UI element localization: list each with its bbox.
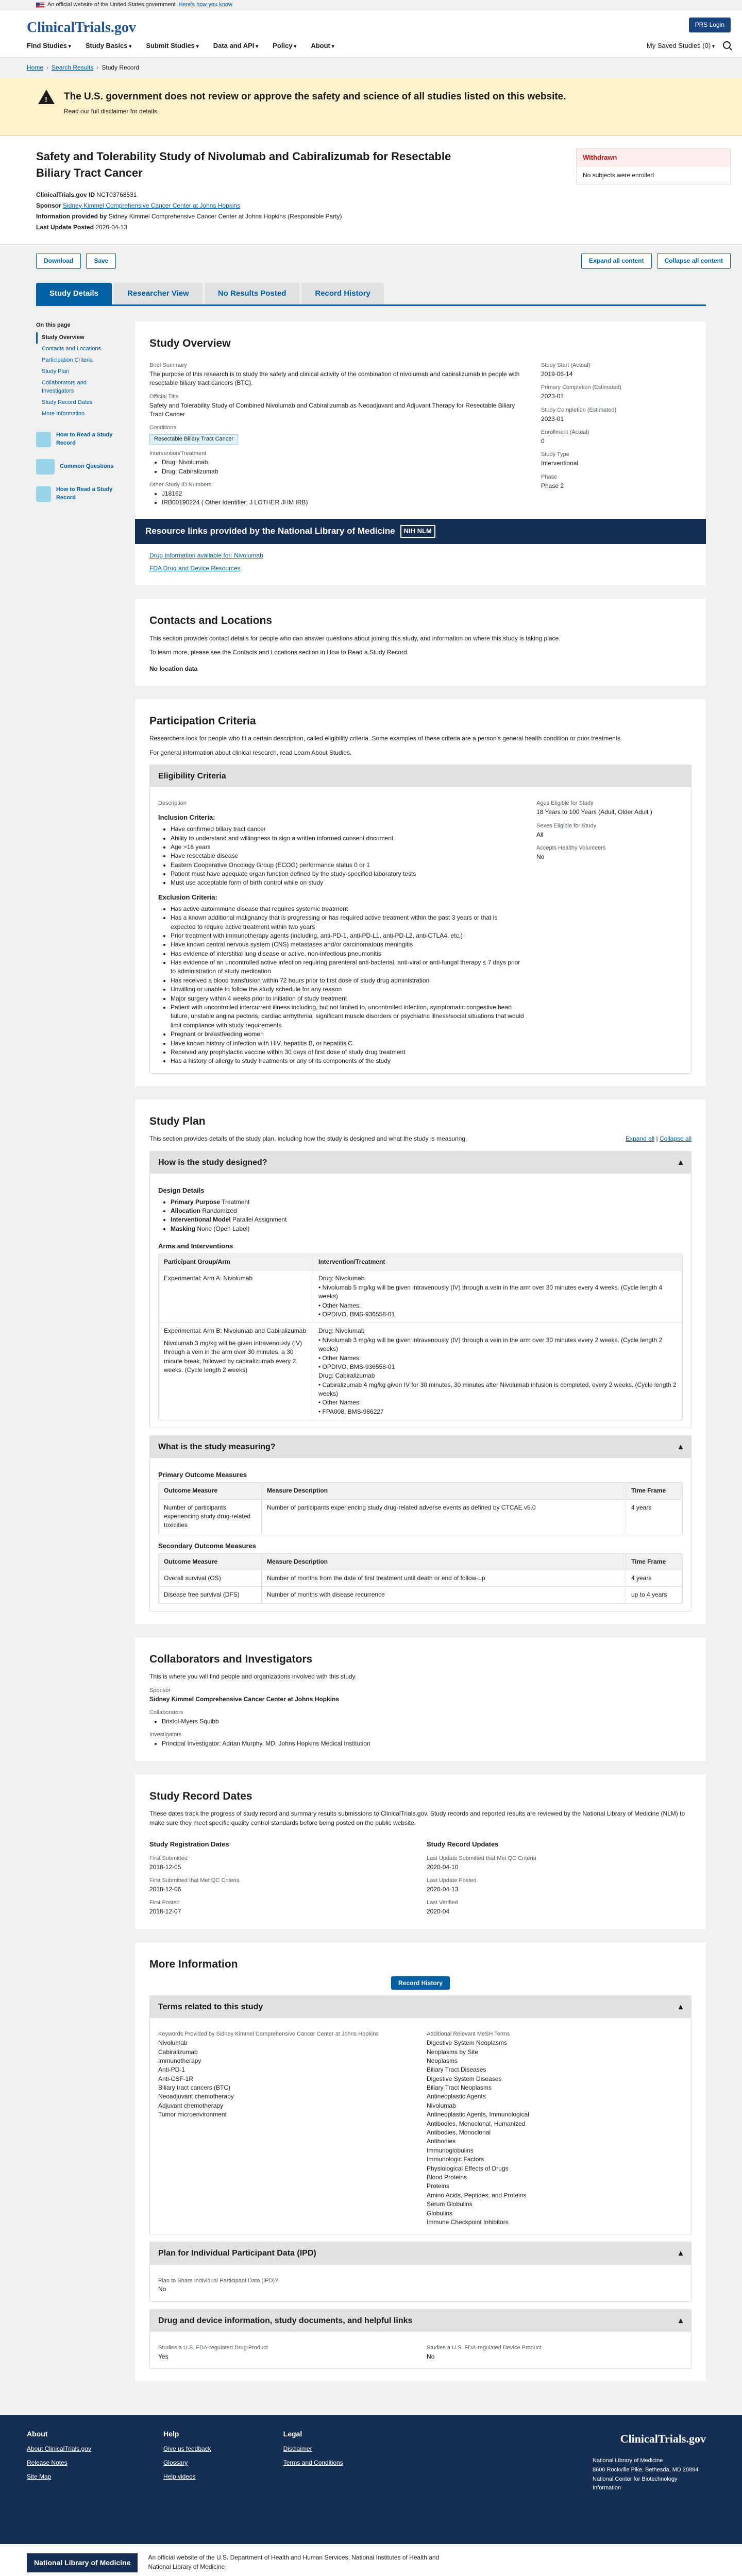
tab-no-results[interactable]: No Results Posted	[205, 283, 300, 304]
terms-title: Terms related to this study	[158, 2003, 263, 2012]
download-button[interactable]: Download	[36, 253, 81, 269]
study-type-value: Interventional	[541, 460, 579, 467]
record-tabs	[36, 283, 706, 306]
keywords-label: Keywords Provided by Sidney Kimmel Comprehensive Cancer Center at Johns Hopkins	[158, 2031, 379, 2038]
table-header: Outcome Measure	[159, 1553, 262, 1570]
date-label: First Submitted	[149, 1855, 188, 1861]
mesh-term: Globulins	[427, 2209, 453, 2217]
exclusion-item: • Has evidence of an uncontrolled active infection requiring parenteral anti-bacterial, anti-viral or anti-fungal therapy ≤ 7 days prior to administration of study medication	[171, 958, 524, 976]
section-heading: Participation Criteria	[149, 715, 256, 727]
us-flag-icon	[36, 3, 44, 8]
inclusion-item: • Ability to understand and willingness to sign a written informed consent document	[171, 834, 524, 843]
nav-about[interactable]: About ▾	[311, 41, 334, 51]
breadcrumb-separator: ›	[96, 64, 99, 72]
design-title: Design Details	[158, 1186, 205, 1194]
arms-table	[158, 1253, 683, 1420]
help-link-label: Common Questions	[60, 463, 114, 469]
exclusion-item: • Has active autoimmune disease that requires systemic treatment	[171, 905, 524, 913]
footer-col-title: About	[27, 2430, 48, 2438]
drug-product-value: Yes	[158, 2352, 168, 2360]
mesh-term: Neoplasms	[427, 2057, 458, 2064]
condition-tag[interactable]: Resectable Biliary Tract Cancer	[149, 434, 238, 445]
study-completion-label: Study Completion (Estimated)	[541, 406, 617, 413]
outcome-measure: Number of participants experiencing study drug-related toxicities	[159, 1499, 262, 1534]
gov-banner-text: An official website of the United States government	[47, 2, 176, 8]
nlm-banner-text: Resource links provided by the National Library of Medicine	[145, 526, 395, 536]
footer-link[interactable]: Glossary	[163, 2459, 188, 2467]
outcome-timeframe: 4 years	[626, 1570, 683, 1587]
sidebar-item-collaborators[interactable]: Collaborators and Investigators	[42, 380, 87, 395]
study-completion-value: 2023-01	[541, 415, 564, 422]
outcome-description: Number of months from the date of first treatment until death or end of follow-up	[262, 1570, 626, 1587]
keywords-list	[158, 2039, 414, 2120]
help-link-label: How to Read a Study Record	[56, 431, 113, 446]
breadcrumb	[0, 58, 742, 78]
collab-sponsor: Sidney Kimmel Comprehensive Cancer Center at Johns Hopkins	[149, 1695, 340, 1703]
warning-title: The U.S. government does not review or approve the safety and science of all studies listed on this website.	[64, 91, 566, 102]
save-button[interactable]: Save	[86, 253, 116, 269]
record-dates-section	[135, 1774, 706, 1929]
section-heading: Collaborators and Investigators	[149, 1653, 313, 1665]
site-footer	[0, 2415, 742, 2544]
keyword-item: Neoadjuvant chemotherapy	[158, 2093, 234, 2100]
exclusion-item: • Prior treatment with immunotherapy agents (including, anti-PD-1, anti-PD-L1, anti-PD-L2, anti-CTLA4, etc.)	[171, 931, 524, 940]
date-value: 2020-04-10	[427, 1863, 459, 1871]
ipd-label: Plan to Share Individual Participant Data (IPD)?	[158, 2277, 278, 2284]
design-item	[171, 1215, 683, 1224]
intervention-item: • Drug: Cabiralizumab	[162, 467, 520, 476]
investigators-label: Investigators	[149, 1732, 182, 1738]
site-header	[0, 10, 742, 58]
study-type-label: Study Type	[541, 451, 569, 458]
mesh-term: Biliary Tract Neoplasms	[427, 2084, 492, 2092]
registration-dates-title: Study Registration Dates	[149, 1840, 229, 1848]
secondary-outcomes-title: Secondary Outcome Measures	[158, 1541, 257, 1550]
date-value: 2020-04-13	[427, 1886, 459, 1893]
study-header	[0, 136, 742, 245]
primary-completion-label: Primary Completion (Estimated)	[541, 384, 621, 391]
other-id-item: • IRB00190224 ( Other Identifier: J LOTHER JHM IRB)	[162, 498, 520, 507]
table-row	[159, 1270, 683, 1323]
chevron-up-icon: ▴	[678, 1158, 683, 1167]
table-row	[159, 1323, 683, 1420]
mesh-term: Antibodies, Monoclonal	[427, 2129, 491, 2137]
section-heading: Study Plan	[149, 1115, 206, 1127]
drug-device-title: Drug and device information, study documents, and helpful links	[158, 2316, 413, 2325]
enrollment-label: Enrollment (Actual)	[541, 429, 589, 435]
mesh-term: Blood Proteins	[427, 2174, 467, 2181]
description-label: Description	[158, 800, 187, 807]
drug-info-link[interactable]: Drug Information available for: Nivolumab	[149, 551, 263, 559]
status-text: No subjects were enrolled	[583, 171, 654, 179]
ages-label: Ages Eligible for Study	[536, 800, 594, 807]
sexes-value: All	[536, 831, 544, 838]
arm-desc: Nivolumab 3 mg/kg will be given intravenously (IV) through a vein in the arm over 30 minutes, a 30 minute break, followed by cabiralizumab every 2 weeks. (Cycle length 2 weeks)	[164, 1339, 302, 1374]
keyword-item: Anti-PD-1	[158, 2066, 185, 2074]
tab-record-history[interactable]: Record History	[301, 283, 384, 304]
sponsor-link[interactable]: Sidney Kimmel Comprehensive Cancer Center at Johns Hopkins	[63, 201, 241, 209]
investigator-item: • Principal Investigator: Adrian Murphy, MD, Johns Hopkins Medical Institution	[162, 1739, 692, 1748]
collapse-all-link[interactable]: Collapse all	[659, 1135, 692, 1143]
healthy-value: No	[536, 853, 545, 860]
secondary-outcomes-table	[158, 1553, 683, 1604]
section-heading: Study Record Dates	[149, 1790, 252, 1802]
mesh-term: Immune Checkpoint Inhibitors	[427, 2218, 509, 2226]
exclusion-item: • Pregnant or breastfeeding women	[171, 1030, 524, 1039]
nav-submit-studies[interactable]: Submit Studies ▾	[146, 41, 198, 51]
status-badge: Withdrawn	[577, 149, 730, 167]
plan-intro: This section provides details of the study plan, including how the study is designed and what the study is measuring.	[149, 1135, 467, 1143]
last-update-value: 2020-04-13	[95, 223, 127, 231]
inclusion-list	[158, 825, 524, 888]
chevron-up-icon: ▴	[678, 1443, 683, 1452]
exclusion-item: • Received any prophylactic vaccine within 30 days of first dose of study drug treatment	[171, 1048, 524, 1057]
nct-id: NCT03768531	[96, 191, 137, 198]
exclusion-item: • Patient with uncontrolled intercurrent illness including, but not limited to, uncontrolled infection, symptomatic congestive heart failure, unstable angina pectoris, cardiac arrhythmia, significant muscle disorders or psychiatric illness/social situations that would limit compliance with study requirements	[171, 1003, 524, 1030]
warning-banner	[0, 78, 742, 136]
conditions-label: Conditions	[149, 425, 176, 431]
design-value: Treatment	[222, 1198, 250, 1206]
exclusion-item: • Has a known additional malignancy that is progressing or has required active treatment within the past 3 years or that is expected to require active treatment within two years	[171, 913, 524, 931]
date-value: 2018-12-07	[149, 1908, 181, 1916]
device-product-value: No	[427, 2352, 435, 2360]
footer-col-title: Legal	[283, 2430, 302, 2438]
question-icon	[36, 459, 55, 474]
contacts-section	[135, 599, 706, 686]
footer-link[interactable]: Give us feedback	[163, 2445, 211, 2452]
design-accordion[interactable]	[149, 1151, 692, 1429]
no-location: No location data	[149, 665, 198, 672]
action-bar	[36, 245, 723, 278]
keyword-item: Nivolumab	[158, 2039, 188, 2047]
record-history-button[interactable]: Record History	[391, 1976, 450, 1990]
sidebar-item-plan[interactable]: Study Plan	[42, 368, 70, 375]
sidebar-item-contacts[interactable]: Contacts and Locations	[42, 346, 101, 352]
outcome-description: Number of participants experiencing study drug-related adverse events as defined by CTCAE v5.0	[262, 1499, 626, 1534]
document-icon	[36, 486, 51, 502]
tab-study-details[interactable]: Study Details	[36, 283, 112, 304]
expand-all-button[interactable]: Expand all content	[581, 253, 652, 269]
exclusion-list	[158, 905, 524, 1066]
mesh-term: Amino Acids, Peptides, and Proteins	[427, 2191, 527, 2199]
nct-label: ClinicalTrials.gov ID	[36, 191, 95, 198]
keyword-item: Biliary tract cancers (BTC)	[158, 2084, 231, 2092]
design-value: Parallel Assignment	[232, 1216, 287, 1224]
more-info-section	[135, 1942, 706, 2382]
brief-summary: The purpose of this research is to study the safety and clinical activity of the combination of nivolumab and cabiralizumab in people with resectable biliary tract cancers (BTC).	[149, 370, 520, 387]
phase-value: Phase 2	[541, 482, 564, 489]
dates-intro: These dates track the progress of study record and summary results submissions to ClinicalTrials.gov. Study records and reported results are reviewed by the National Library of Medicine (NLM) to make sure they meet specific quality control standards before being posted on the public website.	[149, 1810, 685, 1826]
design-item	[171, 1225, 683, 1233]
sidebar-item-more[interactable]: More Information	[42, 411, 85, 417]
ipd-title: Plan for Individual Participant Data (IPD)	[158, 2249, 316, 2258]
table-header: Time Frame	[626, 1483, 683, 1499]
inclusion-item: • Must use acceptable form of birth control while on study	[171, 878, 524, 887]
date-label: Last Verified	[427, 1900, 458, 1906]
contacts-intro: This section provides contact details for people who can answer questions about joining this study, and information on where this study is taking place.	[149, 634, 561, 642]
search-icon[interactable]	[723, 41, 731, 49]
nlm-footer-desc: An official website of the U.S. Department of Health and Human Services, National Institutes of Health and National Library of Medicine	[148, 2554, 440, 2570]
keyword-item: Immunotherapy	[158, 2057, 201, 2064]
footer-logo[interactable]: ClinicalTrials.gov	[620, 2432, 706, 2446]
design-value: None (Open Label)	[197, 1225, 250, 1232]
collapse-all-button[interactable]: Collapse all content	[657, 253, 731, 269]
mesh-term: Proteins	[427, 2182, 450, 2190]
mesh-term: Antibodies, Monoclonal, Humanized	[427, 2120, 526, 2127]
outcome-measure: Overall survival (OS)	[159, 1570, 262, 1587]
sidebar-item-overview[interactable]: Study Overview	[36, 332, 119, 344]
gov-banner-link[interactable]: Here's how you know	[178, 2, 232, 8]
help-link[interactable]	[36, 486, 119, 502]
design-value: Randomized	[202, 1207, 237, 1214]
section-heading: Study Overview	[149, 337, 231, 349]
nav-find-studies[interactable]: Find Studies ▾	[27, 41, 71, 51]
study-start-value: 2019-06-14	[541, 370, 573, 378]
section-heading: Contacts and Locations	[149, 615, 273, 627]
sponsor-label: Sponsor	[36, 201, 61, 209]
chevron-up-icon: ▴	[678, 2249, 683, 2258]
terms-accordion[interactable]	[149, 1995, 692, 2234]
arm-name: Experimental: Arm A: Nivolumab	[164, 1275, 253, 1282]
design-label: Interventional Model	[171, 1216, 231, 1224]
mesh-term: Immunologic Factors	[427, 2156, 484, 2163]
outcome-timeframe: up to 4 years	[626, 1587, 683, 1603]
table-header: Measure Description	[262, 1483, 626, 1499]
sidebar-item-dates[interactable]: Study Record Dates	[42, 399, 93, 406]
outcome-timeframe: 4 years	[626, 1499, 683, 1534]
inclusion-item: • Eastern Cooperative Oncology Group (ECOG) performance status 0 or 1	[171, 861, 524, 870]
keyword-item: Tumor microenvironment	[158, 2111, 227, 2119]
eligibility-title	[150, 765, 691, 787]
footer-col-title: Help	[163, 2430, 179, 2438]
collaborators-section	[135, 1637, 706, 1761]
date-value: 2020-04	[427, 1908, 450, 1916]
official-title-label: Official Title	[149, 393, 179, 400]
exclusion-item: • Have known central nervous system (CNS) metastases and/or carcinomatous meningitis	[171, 940, 524, 949]
date-label: Last Update Posted	[427, 1877, 477, 1884]
mesh-term: Digestive System Neoplasms	[427, 2039, 508, 2047]
breadcrumb-home[interactable]: Home	[27, 64, 44, 72]
table-header: Intervention/Treatment	[313, 1254, 683, 1270]
help-link-label: How to Read a Study Record	[56, 486, 113, 501]
table-row	[159, 1570, 683, 1587]
study-start-label: Study Start (Actual)	[541, 362, 591, 368]
design-label: Primary Purpose	[171, 1198, 221, 1206]
mesh-term: Antibodies	[427, 2138, 456, 2145]
site-logo[interactable]: ClinicalTrials.gov	[27, 20, 136, 36]
chevron-up-icon: ▴	[678, 2316, 683, 2325]
date-value: 2018-12-05	[149, 1863, 181, 1871]
fda-resources-link[interactable]: FDA Drug and Device Resources	[149, 564, 241, 572]
nlm-footer	[0, 2544, 742, 2576]
mesh-term: Nivolumab	[427, 2102, 456, 2109]
inclusion-item: • Age >18 years	[171, 843, 524, 852]
exclusion-item: • Have known history of infection with HIV, hepatitis B, or hepatitis C	[171, 1039, 524, 1048]
expand-all-link[interactable]: Expand all	[626, 1135, 655, 1143]
study-title: Safety and Tolerability Study of Nivolumab and Cabiralizumab for Resectable Biliary Tract Cancer	[36, 150, 451, 179]
device-product-label: Studies a U.S. FDA-regulated Device Product	[427, 2345, 542, 2351]
design-item	[171, 1207, 683, 1215]
ipd-value: No	[158, 2285, 166, 2293]
criteria-intro-2: For general information about clinical research, read Learn About Studies.	[149, 749, 352, 756]
inclusion-item: • Patient must have adequate organ function defined by the study-specified laboratory tests	[171, 870, 524, 878]
exclusion-item: • Unwilling or unable to follow the study schedule for any reason	[171, 985, 524, 994]
date-label: First Posted	[149, 1900, 180, 1906]
intervention-label: Intervention/Treatment	[149, 450, 207, 457]
nav-data-api[interactable]: Data and API ▾	[213, 41, 259, 51]
book-icon	[36, 432, 51, 447]
mesh-list	[427, 2039, 683, 2227]
arm-name: Experimental: Arm B: Nivolumab and Cabiralizumab	[164, 1327, 307, 1335]
official-title: Safety and Tolerability Study of Combined Nivolumab and Cabiralizumab as Neoadjuvant and Adjuvant Therapy for Resectable Biliary Tract Cancer	[149, 401, 515, 418]
status-panel	[576, 148, 731, 184]
table-header: Measure Description	[262, 1553, 626, 1570]
criteria-intro: Researchers look for people who fit a certain description, called eligibility criteria. Some examples of these criteria are a person's general health condition or prior treatments.	[149, 735, 622, 742]
footer-link[interactable]: Site Map	[27, 2473, 52, 2481]
help-link[interactable]	[36, 459, 119, 474]
date-label: Last Update Submitted that Met QC Criteria	[427, 1855, 536, 1861]
mesh-term: Serum Globulins	[427, 2200, 473, 2208]
mesh-label: Additional Relevant MeSH Terms	[427, 2031, 510, 2038]
table-header: Participant Group/Arm	[159, 1254, 313, 1270]
nlm-footer-logo[interactable]: National Library of Medicine	[27, 2553, 138, 2572]
nlm-logo: NIH NLM	[400, 525, 435, 538]
design-question: How is the study designed?	[158, 1158, 267, 1167]
footer-link[interactable]: Help videos	[163, 2473, 196, 2481]
design-label: Masking	[171, 1225, 196, 1232]
brief-summary-label: Brief Summary	[149, 362, 187, 368]
exclusion-item: • Major surgery within 4 weeks prior to initiation of study treatment	[171, 994, 524, 1003]
info-provided-value: Sidney Kimmel Comprehensive Cancer Center at Johns Hopkins (Responsible Party)	[108, 212, 342, 220]
ages-value: 18 Years to 100 Years (Adult, Older Adult )	[536, 808, 652, 816]
table-row	[159, 1587, 683, 1603]
warning-icon	[38, 90, 55, 106]
exclusion-item: • Has received a blood transfusion within 72 hours prior to first dose of study drug administration	[171, 976, 524, 985]
keyword-item: Anti-CSF-1R	[158, 2075, 194, 2082]
exclusion-item: • Has a history of allergy to study treatments or any of its components of the study	[171, 1057, 524, 1065]
measuring-accordion[interactable]	[149, 1435, 692, 1612]
sexes-label: Sexes Eligible for Study	[536, 822, 597, 829]
arms-title: Arms and Interventions	[158, 1242, 233, 1250]
exclusion-item: • Has evidence of interstitial lung disease or active, non-infectious pneumonitis	[171, 950, 524, 958]
mesh-term: Antineoplastic Agents	[427, 2093, 486, 2100]
main-content	[135, 321, 706, 2395]
collab-sponsor-label: Sponsor	[149, 1687, 171, 1693]
study-overview-section	[135, 321, 706, 586]
outcome-measure: Disease free survival (DFS)	[159, 1587, 262, 1603]
main-nav	[27, 41, 334, 51]
footer-link[interactable]: Release Notes	[27, 2459, 68, 2467]
info-provided-label: Information provided by	[36, 212, 107, 220]
mesh-term: Immunoglobulins	[427, 2146, 474, 2154]
date-value: 2018-12-06	[149, 1886, 181, 1893]
gov-banner	[0, 0, 742, 10]
drug-product-label: Studies a U.S. FDA-regulated Drug Product	[158, 2345, 268, 2351]
inclusion-item: • Have confirmed biliary tract cancer	[171, 825, 524, 834]
collab-intro: This is where you will find people and organizations involved with this study.	[149, 1673, 357, 1681]
footer-link[interactable]: Terms and Conditions	[283, 2459, 343, 2467]
other-ids-label: Other Study ID Numbers	[149, 482, 212, 488]
last-update-label: Last Update Posted	[36, 223, 94, 231]
eligibility-title-text: Eligibility Criteria	[158, 772, 226, 781]
mesh-term: Neoplasms by Site	[427, 2048, 479, 2056]
drug-device-accordion[interactable]	[149, 2309, 692, 2369]
nlm-resource-banner	[135, 519, 706, 544]
collaborators-label: Collaborators	[149, 1709, 183, 1716]
criteria-section	[135, 699, 706, 1086]
mesh-term: Physiological Effects of Drugs	[427, 2164, 509, 2172]
sidebar-item-criteria[interactable]: Participation Criteria	[42, 357, 93, 364]
ipd-accordion[interactable]	[149, 2242, 692, 2302]
tab-researcher-view[interactable]: Researcher View	[114, 283, 203, 304]
table-header: Time Frame	[626, 1553, 683, 1570]
intervention-item: • Drug: Nivolumab	[162, 458, 520, 467]
table-row	[159, 1499, 683, 1534]
design-label: Allocation	[171, 1207, 201, 1214]
footer-link[interactable]: Disclaimer	[283, 2445, 312, 2452]
table-header: Outcome Measure	[159, 1483, 262, 1499]
nav-saved-studies[interactable]: My Saved Studies (0) ▾	[647, 41, 715, 51]
nav-study-basics[interactable]: Study Basics ▾	[86, 41, 131, 51]
eligibility-box	[149, 765, 692, 1074]
sidebar-title: On this page	[36, 321, 71, 328]
footer-link[interactable]: About ClinicalTrials.gov	[27, 2445, 91, 2452]
exclusion-label: Exclusion Criteria:	[158, 893, 217, 901]
page-sidebar	[36, 321, 119, 2395]
design-item	[171, 1198, 683, 1207]
breadcrumb-current: Study Record	[102, 64, 140, 72]
section-heading: More Information	[149, 1958, 238, 1970]
primary-outcomes-table	[158, 1482, 683, 1534]
record-updates-title: Study Record Updates	[427, 1840, 499, 1848]
healthy-label: Accepts Healthy Volunteers	[536, 845, 606, 852]
mesh-term: Antineoplastic Agents, Immunological	[427, 2111, 529, 2119]
phase-label: Phase	[541, 473, 558, 480]
primary-completion-value: 2023-01	[541, 393, 564, 400]
breadcrumb-search-results[interactable]: Search Results	[52, 64, 94, 72]
nav-policy[interactable]: Policy ▾	[273, 41, 296, 51]
inclusion-label: Inclusion Criteria:	[158, 814, 215, 822]
date-label: First Submitted that Met QC Criteria	[149, 1877, 240, 1884]
nav-right	[647, 41, 731, 51]
breadcrumb-separator: ›	[46, 64, 49, 72]
help-link[interactable]	[36, 431, 119, 448]
other-id-item: • J18162	[162, 489, 520, 498]
primary-outcomes-title: Primary Outcome Measures	[158, 1471, 247, 1479]
collaborator-item: • Bristol-Myers Squibb	[162, 1717, 692, 1726]
keyword-item: Adjuvant chemotherapy	[158, 2102, 224, 2109]
warning-text: Read our full disclaimer for details.	[64, 107, 159, 115]
inclusion-item: • Have resectable disease	[171, 852, 524, 860]
enrollment-value: 0	[541, 437, 545, 445]
study-plan-section: Study Plan This section provides details of the study plan, including how the study is designed and what the study is measuring. Expand all | Collapse all How is the study designed? ▴ Design Details • Primary Purpose Treatment • Allocation Randomized • Interventional Model Parallel Assignment • Masking None (Open Label) Arms and Interventions Participant Group/Arm Intervention/Treatment Experimental: Arm A: Nivolumab Drug: Nivolumab • Nivolumab 5 mg/kg will be given intravenously (IV) through a vein in the arm over 30 minutes every 4 weeks. (Cycle length 4 weeks) • Other Names: • OPDIVO, BMS-936558-01 Experimental: Arm B: Nivolumab and Cabiralizumab Nivolumab 3 mg/kg will be given intravenously (IV) through a vein in the arm over 30 minutes, a 30 minute break, followed by cabiralizumab every 2 weeks. (Cycle length 2 weeks) Drug: Nivolumab • Nivolumab 3 mg/kg will be given intravenously (IV) through a vein in the arm over 30 minutes every 2 weeks. (Cycle length 2 weeks) • Other Names: • OPDIVO, BMS-936558-01 Drug: Cabiralizumab • Cabiralizumab 4 mg/kg given IV for 30 minutes, 30 minutes after Nivolumab infusion is completed, every 2 weeks. (Cycle length 2 weeks) • Other Names: • FPA008, BMS-986227 What is the study measuring? ▴ Primary Outcome Measures Outcome Measure Measure Description Time Frame Number of participants experiencing study drug-related toxicities Number of participants experiencing study drug-related adverse events as defined by CTCAE v5.0 4 years Secondary Outcome Measures Outcome Measure Measure Description Time Frame Overall survival (OS) Number of months from the date of first treatment until death or end of follow-up 4 years Disease free survival (DFS) Number of months with disease recurrence up to 4 years	[135, 1099, 706, 1624]
footer-address: National Library of Medicine 8600 Rockville Pike, Bethesda, MD 20894 National Center for Biotechnology Information	[593, 2458, 699, 2492]
measuring-question: What is the study measuring?	[158, 1443, 276, 1452]
outcome-description: Number of months with disease recurrence	[262, 1587, 626, 1603]
prs-login-button[interactable]: PRS Login	[689, 18, 731, 32]
arm-treatment: Drug: Nivolumab • Nivolumab 3 mg/kg will be given intravenously (IV) through a vein in the arm over 30 minutes every 2 weeks. (Cycle length 2 weeks) • Other Names: • OPDIVO, BMS-936558-01 Drug: Cabiralizumab • Cabiralizumab 4 mg/kg given IV for 30 minutes, 30 minutes after Nivolumab infusion is completed, every 2 weeks. (Cycle length 2 weeks) • Other Names: • FPA008, BMS-986227	[313, 1323, 683, 1420]
keyword-item: Cabiralizumab	[158, 2048, 198, 2056]
arm-treatment: Drug: Nivolumab • Nivolumab 5 mg/kg will be given intravenously (IV) through a vein in the arm over 30 minutes every 4 weeks. (Cycle length 4 weeks) • Other Names: • OPDIVO, BMS-936558-01	[313, 1270, 683, 1323]
chevron-up-icon: ▴	[678, 2003, 683, 2012]
mesh-term: Biliary Tract Diseases	[427, 2066, 486, 2074]
mesh-term: Digestive System Diseases	[427, 2075, 502, 2082]
contacts-intro-2: To learn more, please see the Contacts and Locations section in How to Read a Study Record.	[149, 649, 409, 656]
